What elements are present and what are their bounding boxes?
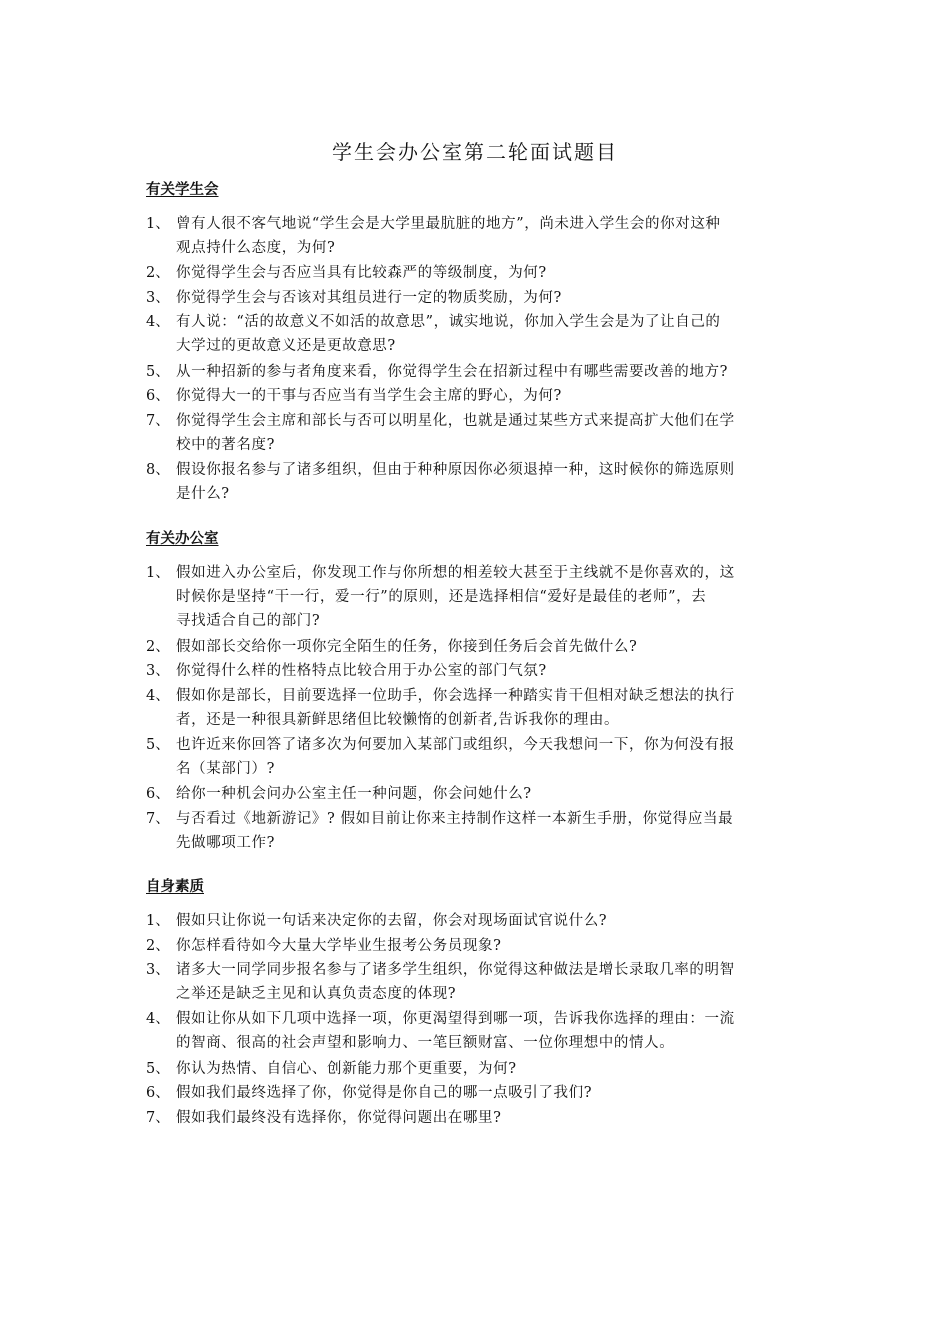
question-number: 3、 [146,663,170,680]
question-number: 4、 [146,314,170,331]
question-text-line: 从一种招新的参与者角度来看，你觉得学生会在招新过程中有哪些需要改善的地方? [176,363,728,380]
question-text [176,1081,806,1105]
question-text-line: 的智商、很高的社会声望和影响力、一笔巨额财富、一位你理想中的情人。 [176,1035,675,1052]
question-text-line: 你觉得什么样的性格特点比较合用于办公室的部门气氛? [176,663,547,680]
question-text-line: 假如部长交给你一项你完全陌生的任务，你接到任务后会首先做什么? [176,638,638,655]
question-text-line: 假如我们最终选择了你，你觉得是你自己的哪一点吸引了我们? [176,1085,593,1102]
question-text [176,909,806,933]
question-text-line: 校中的著名度? [176,436,275,453]
question-number: 7、 [146,412,170,429]
question-number: 1、 [146,565,170,581]
question-text-line: 你觉得学生会与否该对其组员进行一定的物质奖励，为何? [176,289,562,306]
section-heading: 有关办公室 [146,530,219,547]
question-text [176,310,806,358]
question-number: 6、 [146,786,170,803]
question-text [176,409,806,457]
question-number: 4、 [146,1011,170,1028]
question-text [176,384,806,408]
question-text [176,458,806,506]
question-text-line: 你怎样看待如今大量大学毕业生报考公务员现象? [176,937,502,954]
question-text-line: 是什么? [176,486,230,502]
section-heading: 有关学生会 [146,181,219,198]
question-number: 5、 [146,737,170,754]
question-text [176,360,806,384]
question-text [176,807,806,855]
question-text [176,261,806,285]
question-number: 7、 [146,811,170,827]
question-text [176,1007,806,1055]
question-text-line: 假如让你从如下几项中选择一项，你更渴望得到哪一项，告诉我你选择的理由：一流 [176,1011,735,1028]
question-number: 2、 [146,265,170,282]
question-text-line: 者，还是一种很具新鲜思绪但比较懒惰的创新者,告诉我你的理由。 [176,712,620,728]
question-text-line: 假如你是部长，目前要选择一位助手，你会选择一种踏实肯干但相对缺乏想法的执行 [176,688,735,704]
question-text-line: 先做哪项工作? [176,835,275,851]
question-text [176,934,806,958]
question-text-line: 你觉得学生会与否应当具有比较森严的等级制度，为何? [176,265,547,282]
question-text-line: 你觉得学生会主席和部长与否可以明星化，也就是通过某些方式来提高扩大他们在学 [176,412,735,429]
question-number: 5、 [146,1060,170,1077]
question-number: 2、 [146,638,170,655]
question-text-line: 曾有人很不客气地说“学生会是大学里最肮脏的地方”，尚未进入学生会的你对这种 [176,216,721,232]
question-text-line: 假如只让你说一句话来决定你的去留，你会对现场面试官说什么? [176,913,608,929]
question-number: 4、 [146,688,170,704]
question-number: 3、 [146,289,170,306]
question-number: 1、 [146,216,170,232]
question-text-line: 寻找适合自己的部门? [176,613,321,629]
question-text-line: 假如进入办公室后，你发现工作与你所想的相差较大甚至于主线就不是你喜欢的，这 [176,565,735,581]
question-text [176,782,806,806]
question-text-line: 给你一种机会问办公室主任一种问题，你会问她什么? [176,786,532,803]
question-text-line: 名（某部门）? [176,761,275,778]
question-text-line: 你觉得大一的干事与否应当有当学生会主席的野心，为何? [176,388,562,405]
question-text-line: 与否看过《地新游记》? 假如目前让你来主持制作这样一本新生手册，你觉得应当最 [176,811,734,827]
question-number: 1、 [146,913,170,929]
question-number: 5、 [146,363,170,380]
question-number: 6、 [146,1085,170,1102]
question-text [176,733,806,781]
question-text-line: 诸多大一同学同步报名参与了诸多学生组织，你觉得这种做法是增长录取几率的明智 [176,962,735,979]
question-number: 3、 [146,962,170,979]
question-text-line: 时候你是坚持“干一行，爱一行”的原则，还是选择相信“爱好是最佳的老师”，去 [176,589,707,605]
question-text [176,958,806,1006]
question-text [176,635,806,659]
question-text-line: 也许近来你回答了诸多次为何要加入某部门或组织，今天我想问一下，你为何没有报 [176,737,735,754]
question-number: 6、 [146,388,170,405]
question-text-line: 大学过的更故意义还是更故意思? [176,338,396,355]
question-text [176,212,806,260]
question-text-line: 之举还是缺乏主见和认真负责态度的体现? [176,986,457,1003]
question-text-line: 观点持什么态度，为何? [176,240,336,256]
question-text [176,1057,806,1081]
question-text [176,684,806,732]
question-text [176,1106,806,1130]
question-text [176,659,806,683]
question-text-line: 假设你报名参与了诸多组织，但由于种种原因你必须退掉一种，这时候你的筛选原则 [176,462,735,478]
question-number: 2、 [146,937,170,954]
question-number: 7、 [146,1109,170,1126]
question-text-line: 有人说：“活的故意义不如活的故意思”，诚实地说，你加入学生会是为了让自己的 [176,314,721,331]
question-number: 8、 [146,462,170,478]
question-text-line: 你认为热情、自信心、创新能力那个更重要，为何? [176,1060,517,1077]
page-title: 学生会办公室第二轮面试题目 [332,140,618,164]
question-text [176,286,806,310]
question-text-line: 假如我们最终没有选择你，你觉得问题出在哪里? [176,1109,502,1126]
section-heading: 自身素质 [146,878,204,895]
question-text [176,561,806,633]
